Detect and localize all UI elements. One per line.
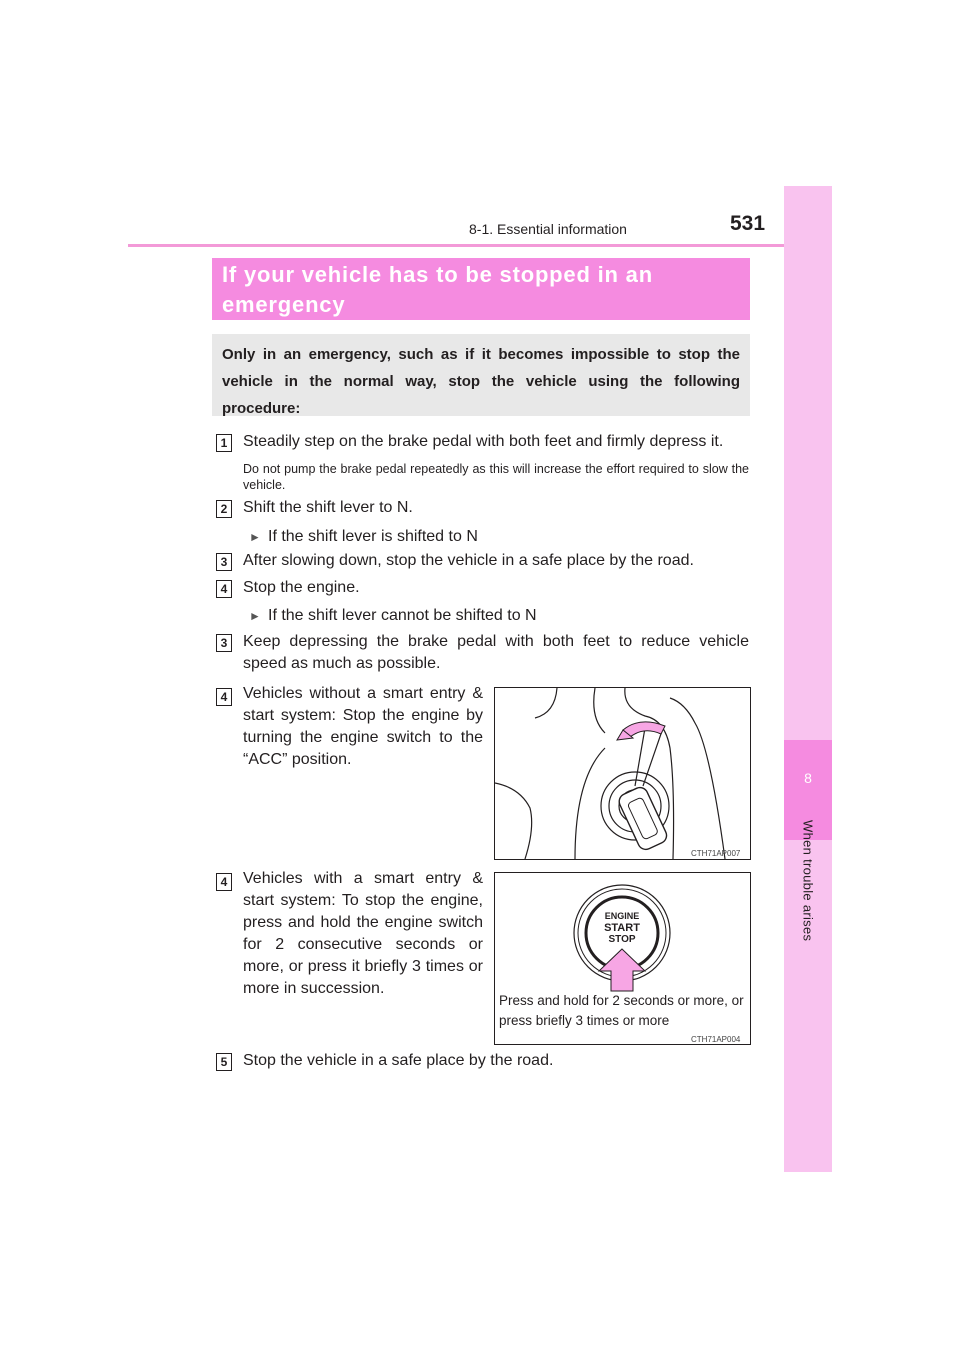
bullet-arrow-icon: ► — [249, 530, 261, 544]
step-text: Vehicles without a smart entry & start system: Stop the engine by turning the engine switch to the “ACC” position. — [243, 685, 483, 768]
figure-code: CTH71AP007 — [691, 849, 741, 858]
chapter-title: When trouble arises — [800, 820, 816, 942]
page-title: If your vehicle has to be stopped in an emergency — [212, 258, 750, 320]
condition-heading: If the shift lever cannot be shifted to N — [268, 607, 537, 624]
step-text: After slowing down, stop the vehicle in a safe place by the road. — [243, 552, 694, 569]
step-text: Stop the vehicle in a safe place by the road. — [243, 1052, 554, 1069]
step-number-badge: 3 — [216, 634, 232, 652]
button-text-start: START — [604, 922, 640, 934]
section-heading: 8-1. Essential information — [469, 221, 627, 237]
step-number-badge: 4 — [216, 688, 232, 706]
step-number-badge: 3 — [216, 553, 232, 571]
engine-button-drawing — [495, 873, 750, 993]
intro-text: Only in an emergency, such as if it becomes impossible to stop the vehicle in the normal way, stop the vehicle using the following procedure: — [212, 334, 750, 416]
step-text: Keep depressing the brake pedal with both feet to reduce vehicle speed as much as possible. — [243, 633, 749, 672]
step-number-badge: 4 — [216, 873, 232, 891]
step-text: Vehicles with a smart entry & start system: To stop the engine, press and hold the engine switch for 2 consecutive seconds or more, or press it briefly 3 times or more in succession. — [243, 870, 483, 997]
figure-code: CTH71AP004 — [691, 1035, 741, 1044]
button-text-engine: ENGINE — [604, 911, 640, 921]
key-switch-drawing — [495, 688, 750, 859]
figure-caption: Press and hold for 2 seconds or more, or press briefly 3 times or more — [499, 993, 744, 1028]
engine-start-stop-illustration — [494, 872, 751, 1045]
step-text: Stop the engine. — [243, 579, 360, 596]
header-rule — [128, 244, 832, 247]
engine-switch-key-illustration — [494, 687, 751, 860]
condition-heading: If the shift lever is shifted to N — [268, 528, 478, 545]
chapter-number: 8 — [804, 770, 812, 786]
step-number-badge: 4 — [216, 580, 232, 598]
step-text: Steadily step on the brake pedal with both feet and firmly depress it. — [243, 433, 724, 450]
page-number: 531 — [730, 212, 766, 235]
step-number-badge: 1 — [216, 434, 232, 452]
step-note: Do not pump the brake pedal repeatedly as this will increase the effort required to slow the vehicle. — [243, 462, 749, 492]
bullet-arrow-icon: ► — [249, 609, 261, 623]
button-text-stop: STOP — [608, 934, 636, 945]
step-number-badge: 2 — [216, 500, 232, 518]
chapter-side-tab — [784, 186, 832, 1172]
step-number-badge: 5 — [216, 1053, 232, 1071]
step-text: Shift the shift lever to N. — [243, 499, 413, 516]
